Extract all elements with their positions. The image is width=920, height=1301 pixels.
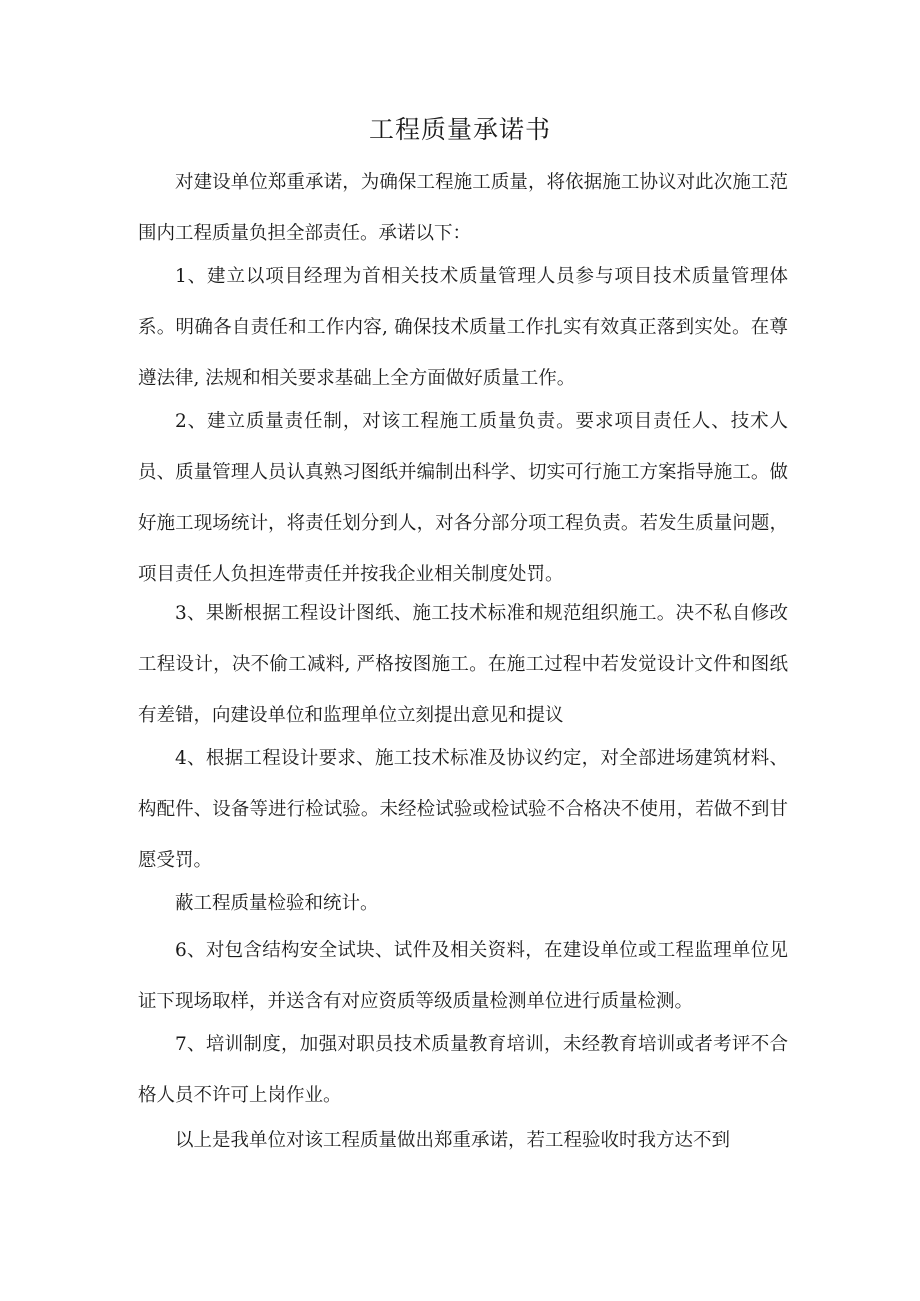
commitment-item-5-fragment: 蔽工程质量检验和统计。 [175,893,379,914]
commitment-item-1: 1、建立以项目经理为首相关技术质量管理人员参与项目技术质量管理体系。明确各自责任和工作内容, 确保技术质量工作扎实有效真正落到实处。在尊遵法律, 法规和相关要求基础上全方面做好质量工作。 [138,266,788,389]
closing-paragraph: 以上是我单位对该工程质量做出郑重承诺，若工程验收时我方达不到 [175,1130,731,1151]
commitment-item-7: 7、培训制度，加强对职员技术质量教育培训，未经教育培训或者考评不合格人员不许可上岗作业。 [138,1034,788,1106]
commitment-item-6: 6、对包含结构安全试块、试件及相关资料，在建设单位或工程监理单位见证下现场取样，并送含有对应资质等级质量检测单位进行质量检测。 [138,940,788,1012]
intro-paragraph: 对建设单位郑重承诺，为确保工程施工质量，将依据施工协议对此次施工范围内工程质量负担全部责任。承诺以下： [138,172,788,244]
commitment-item-2: 2、建立质量责任制，对该工程施工质量负责。要求项目责任人、技术人员、质量管理人员认真熟习图纸并编制出科学、切实可行施工方案指导施工。做好施工现场统计，将责任划分到人，对各分部分项工程负责。若发生质量问题，项目责任人负担连带责任并按我企业相关制度处罚。 [138,411,788,585]
document-title: 工程质量承诺书 [368,115,551,144]
commitment-item-4: 4、根据工程设计要求、施工技术标准及协议约定，对全部进场建筑材料、构配件、设备等进行检试验。未经检试验或检试验不合格决不使用，若做不到甘愿受罚。 [138,748,788,871]
commitment-item-3: 3、果断根据工程设计图纸、施工技术标准和规范组织施工。决不私自修改工程设计，决不偷工减料, 严格按图施工。在施工过程中若发觉设计文件和图纸有差错，向建设单位和监理单位立刻提出意见和提议 [138,603,788,726]
